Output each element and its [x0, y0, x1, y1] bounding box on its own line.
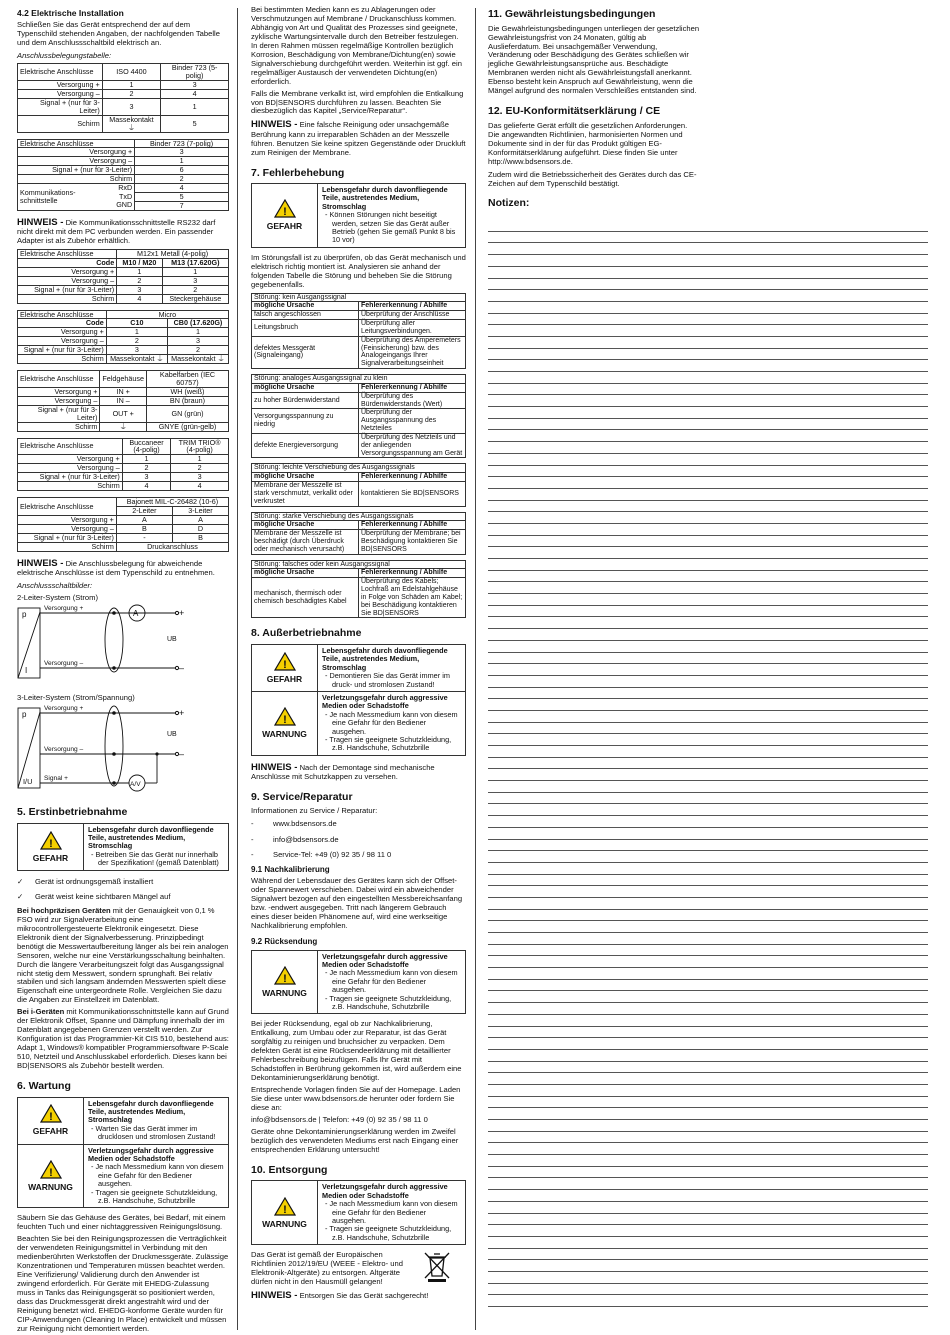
column-3 [488, 6, 928, 1307]
note-line[interactable] [488, 290, 928, 302]
note-line[interactable] [488, 571, 928, 583]
diagram-3-leiter-title: 3-Leiter-System (Strom/Spannung) [17, 692, 135, 702]
table-micro: Elektrische Anschlüsse Micro Code C10 CB0 (17.620G) Versorgung + 1 1 Versorgung – 2 3 Signal + (nur für 3-Leiter) 3 2 Schirm Massekontakt ⏚ Massekontakt ⏚ [17, 310, 229, 365]
heading-6: 6. Wartung [17, 1080, 71, 1092]
note-line[interactable] [488, 372, 928, 384]
note-line[interactable] [488, 1260, 928, 1272]
fault-table [251, 560, 466, 619]
fault-header: mögliche Ursache [252, 383, 359, 392]
fault-table [251, 374, 466, 458]
paragraph: Das gelieferte Gerät erfüllt die gesetzlichen Anforderungen. Die angewandten Richtlinien, harmonisierten Normen und Dokumente sind in der für das Produkt gültigen EG-Konformitätserklärung aufgeführt. Diese finden Sie unter http://www.bdsensors.de. [488, 120, 688, 166]
hint-rs232: HINWEIS - Die Kommunikationsschnittstelle RS232 darf nicht direkt mit dem PC verbunden werden. Ein passender Adapter ist als Zubehör erhältlich. [17, 216, 216, 246]
note-line[interactable] [488, 255, 928, 267]
note-line[interactable] [488, 243, 928, 255]
paragraph: Schließen Sie das Gerät entsprechend der auf dem Typenschild stehenden Angaben, der nachfolgenden Tabelle und dem Anschlussschaltbild elektrisch an. [17, 20, 220, 48]
heading-4-2: 4.2 Elektrische Installation [17, 8, 124, 18]
note-line[interactable] [488, 512, 928, 524]
note-line[interactable] [488, 302, 928, 314]
note-line[interactable] [488, 1202, 928, 1214]
note-line[interactable] [488, 220, 928, 232]
note-line[interactable] [488, 641, 928, 653]
fault-table [251, 463, 466, 506]
heading-10: 10. Entsorgung [251, 1163, 328, 1176]
fault-header: mögliche Ursache [252, 521, 359, 530]
note-line[interactable] [488, 828, 928, 840]
note-line[interactable] [488, 1132, 928, 1144]
svg-text:UB: UB [167, 635, 177, 643]
fault-title: Störung: falsches oder kein Ausgangssignal [252, 560, 466, 569]
paragraph: Bei jeder Rücksendung, egal ob zur Nachkalibrierung, Entkalkung, zum Umbau oder zur Reparatur, ist das Gerät sorgfältig zu reinigen und bruchsicher zu verpacken. Dem defekten Gerät ist eine Rücksendeerklärung mit detaillierter Fehlerbeschreibung beizufügen. Falls Ihr Gerät mit Schadstoffen in Berührung gekommen ist, wird außerdem eine Dekontaminierungserklärung benötigt. [251, 1019, 462, 1083]
note-line[interactable] [488, 1120, 928, 1132]
note-line[interactable] [488, 840, 928, 852]
warning-box-decommission: ! GEFAHR Lebensgefahr durch davonfliegende Teile, austretendes Medium, Stromschlag - Demontieren Sie das Gerät immer im druck- und stromlosen Zustand! ! WARNUNG Verletzungsgefahr durch aggressive Medien oder Schadstoffe - Je nach Messmedium kann von diesem eine Gefahr für den Bediener ausgehen. - Tragen sie geeignete Schutzkleidung, z.B. Handschuhe, Schutzbrille [251, 644, 466, 756]
note-line[interactable] [488, 921, 928, 933]
svg-text:!: ! [48, 1166, 53, 1179]
svg-text:Versorgung –: Versorgung – [44, 746, 84, 754]
note-line[interactable] [488, 1108, 928, 1120]
table-row: defekte Energieversorgung Überprüfung des Netzteils und der anliegenden Versorgungsspannung am Gerät [252, 433, 466, 457]
svg-text:Versorgung +: Versorgung + [44, 604, 84, 612]
notes-lines [488, 220, 928, 1307]
heading-notes: Notizen: [488, 197, 530, 210]
note-line[interactable] [488, 898, 928, 910]
svg-text:A: A [133, 608, 139, 618]
note-line[interactable] [488, 594, 928, 606]
svg-text:Signal +: Signal + [44, 775, 69, 783]
svg-text:–: – [179, 749, 185, 760]
fault-tables [251, 293, 466, 619]
warning-box-maintenance: ! GEFAHR Lebensgefahr durch davonfliegende Teile, austretendes Medium, Stromschlag - Warten Sie das Gerät immer im drucklosen und stromlosen Zustand! ! WARNUNG Verletzungsgefahr durch aggressive Medien oder Schadstoffe - Je nach Messmedium kann von diesem eine Gefahr für den Bediener ausgehen. - Tragen sie geeignete Schutzkleidung, z.B. Handschuhe, Schutzbrille [17, 1097, 229, 1209]
caption: Anschlussschaltbilder: [17, 580, 93, 590]
paragraph: Säubern Sie das Gehäuse des Gerätes, bei Bedarf, mit einem feuchten Tuch und einer nichtaggressiven Reinigungslösung. [17, 1213, 226, 1232]
heading-7: 7. Fehlerbehebung [251, 166, 345, 179]
table-buccaneer: Elektrische Anschlüsse Buccaneer (4-polig) TRIM TRIO® (4-polig) Versorgung + 1 1 Versorgung – 2 2 Signal + (nur für 3-Leiter) 3 3 Schirm 4 4 [17, 438, 229, 492]
paragraph: Entsprechende Vorlagen finden Sie auf der Homepage. Laden Sie diese unter www.bdsensors.de herunter oder fordern Sie diese an: [251, 1085, 461, 1112]
svg-text:Versorgung –: Versorgung – [44, 659, 84, 667]
ground-symbol-icon: ⏚ [119, 421, 127, 431]
note-line[interactable] [488, 617, 928, 629]
note-line[interactable] [488, 349, 928, 361]
note-line[interactable] [488, 477, 928, 489]
heading-9-1: 9.1 Nachkalibrierung [251, 864, 330, 874]
svg-text:p: p [22, 710, 27, 720]
wiring-diagram-3-leiter [17, 704, 229, 794]
paragraph: Bei i-Geräten mit Kommunikationsschnittstelle kann auf Grund der Elektronik Offset, Spanne und Dämpfung innerhalb der im Datenblatt angegebenen Grenzen verstellt werden. Zur Konfiguration ist das Programmier-Kit CIS 510, bestehend aus: Adapt 1, Windows® kompatibler Programmiersoftware P-Scale 510, Netzteil und Anschlusskabel erforderlich. Dieses kann bei BD|SENSORS als Zubehör bestellt werden. [17, 1007, 229, 1071]
heading-5: 5. Erstinbetriebnahme [17, 806, 128, 819]
note-line[interactable] [488, 769, 928, 781]
table-row: defektes Messgerät (Signaleingang) Überprüfung des Amperemeters (Feinsicherung) bzw. des Analogeingangs Ihrer Signalverarbeitungseinheit [252, 336, 466, 368]
svg-text:Versorgung +: Versorgung + [44, 705, 84, 713]
note-line[interactable] [488, 1249, 928, 1261]
table-row: zu hoher Bürdenwiderstand Überprüfung des Bürdenwiderstands (Wert) [252, 392, 466, 409]
note-line[interactable] [488, 1178, 928, 1190]
note-line[interactable] [488, 232, 928, 244]
note-line[interactable] [488, 781, 928, 793]
svg-text:+: + [179, 708, 185, 719]
warning-triangle-icon [40, 831, 62, 850]
svg-text:!: ! [48, 837, 53, 850]
service-link-email[interactable]: info@bdsensors.de [273, 834, 339, 844]
note-line[interactable] [488, 1237, 928, 1249]
note-line[interactable] [488, 419, 928, 431]
note-line[interactable] [488, 1225, 928, 1237]
note-line[interactable] [488, 1143, 928, 1155]
note-line[interactable] [488, 314, 928, 326]
checkmark-icon: ✓ [17, 891, 24, 901]
warning-triangle-icon [274, 1197, 296, 1216]
note-line[interactable] [488, 501, 928, 513]
note-line[interactable] [488, 1085, 928, 1097]
paragraph: Bei bestimmten Medien kann es zu Ablagerungen oder Verschmutzungen auf Membrane / Druckanschluss kommen. Abhängig von Art und Qualität des Prozesses sind geeignete, zyklische Wartungsintervalle durch den Betreiber festzulegen. In deren Rahmen müssen regelmäßige Kontrollen bezüglich Korrosion, Beschädigung von Membrane/Dichtung(en) sowie Signalverschiebung durchgeführt werden. Weiterhin ist ggf. ein regelmäßiger Austausch der verwendeten Dichtung(en) erforderlich. [251, 5, 462, 86]
svg-text:UB: UB [167, 731, 177, 739]
paragraph: Geräte ohne Dekontaminierungserklärung werden im Zweifel bezüglich des verwendeten Mediums erst nach Eingang einer entsprechenden Erklärung untersucht! [251, 1126, 459, 1154]
note-line[interactable] [488, 559, 928, 571]
fault-header: Fehlererkennung / Abhilfe [359, 569, 466, 578]
note-line[interactable] [488, 956, 928, 968]
checklist: ✓ Gerät ist ordnungsgemäß installiert ✓ Gerät weist keine sichtbaren Mängel auf [17, 876, 171, 901]
note-line[interactable] [488, 1062, 928, 1074]
hint-caps: HINWEIS - Nach der Demontage sind mechanische Anschlüsse mit Schutzkappen zu versehen. [251, 761, 435, 781]
table-row: Leitungsbruch Überprüfung aller Leitungsverbindungen. [252, 320, 466, 337]
fault-header: Fehlererkennung / Abhilfe [359, 302, 466, 311]
note-line[interactable] [488, 664, 928, 676]
svg-text:A/V: A/V [130, 781, 141, 789]
service-link-web[interactable]: www.bdsensors.de [273, 819, 337, 829]
fault-table [251, 512, 466, 555]
heading-9: 9. Service/Reparatur [251, 790, 353, 803]
note-line[interactable] [488, 407, 928, 419]
paragraph: Im Störungsfall ist zu überprüfen, ob das Gerät mechanisch und elektrisch richtig montiert ist. Analysieren sie anhand der folgenden Tabelle die Störung und beheben Sie die Störung gegebenenfalls. [251, 252, 466, 289]
heading-9-2: 9.2 Rücksendung [251, 937, 318, 947]
note-line[interactable] [488, 1190, 928, 1202]
svg-text:!: ! [282, 972, 287, 985]
fault-header: Fehlererkennung / Abhilfe [359, 521, 466, 530]
column-divider [475, 8, 476, 1330]
heading-11: 11. Gewährleistungsbedingungen [488, 8, 656, 20]
note-line[interactable] [488, 910, 928, 922]
note-line[interactable] [488, 688, 928, 700]
note-line[interactable] [488, 851, 928, 863]
table-m12: Elektrische Anschlüsse M12x1 Metall (4-polig) Code M10 / M20 M13 (17.620G) Versorgung + 1 1 Versorgung – 2 3 Signal + (nur für 3-Leiter) 3 2 Schirm 4 Steckergehäuse [17, 249, 229, 304]
note-line[interactable] [488, 536, 928, 548]
note-line[interactable] [488, 1272, 928, 1284]
fault-title: Störung: kein Ausgangssignal [252, 293, 466, 302]
diagram-2-leiter-title: 2-Leiter-System (Strom) [17, 592, 99, 602]
fault-title: Störung: analoges Ausgangssignal zu klein [252, 375, 466, 384]
note-line[interactable] [488, 793, 928, 805]
table-binder723-7: Elektrische Anschlüsse Binder 723 (7-polig) Versorgung + 3 Versorgung – 1 Signal + (nur für 3-Leiter) 6 Schirm 2 Kommunikations- schnittstelle RxD TxD GND 4 5 7 [17, 139, 229, 211]
table-row: Membrane der Messzelle ist stark verschmutzt, verkalkt oder verkrustet kontaktieren Sie BD|SENSORS [252, 482, 466, 506]
note-line[interactable] [488, 875, 928, 887]
heading-12: 12. EU-Konformitätserklärung / CE [488, 105, 661, 118]
note-line[interactable] [488, 430, 928, 442]
note-line[interactable] [488, 711, 928, 723]
paragraph: Bei hochpräzisen Geräten mit der Genauigkeit von 0,1 % FSO wird zur Signalverarbeitung eine mikrocontrollergesteuerte Elektronik eingesetzt. Diese Elektronik dient der Signalverbesserung. Prinzipbedingt benötigt die Messwertaufbereitung länger als bei rein analogen Sensoren, welche nur eine Verstärkungsschaltung beinhalten. Durch die längere Verarbeitungszeit folgt das Ausgangssignal nicht stetig dem Messwert, sondern sprunghaft. Bei relativ stabilen und sich langsam ändernden Messwerten spielt diese Eigenschaft eine untergeordnete Rolle. Vergleichen Sie dazu die Angaben zur Einstellzeit im Datenblatt. [17, 905, 229, 1005]
svg-text:!: ! [282, 714, 287, 727]
fault-table [251, 293, 466, 369]
paragraph: info@bdsensors.de | Telefon: +49 (0) 92 35 / 98 11 0 [251, 1114, 428, 1124]
weee-block [251, 1251, 466, 1290]
warning-triangle-icon [40, 1160, 62, 1179]
note-line[interactable] [488, 980, 928, 992]
column-2 [251, 6, 466, 1304]
column-divider [237, 8, 238, 1330]
note-line[interactable] [488, 1073, 928, 1085]
note-line[interactable] [488, 816, 928, 828]
warning-box: ! WARNUNG Verletzungsgefahr durch aggressive Medien oder Schadstoffe - Je nach Messmedium kann von diesem eine Gefahr für den Bediener ausgehen. - Tragen sie geeignete Schutzkleidung, z.B. Handschuhe, Schutzbrille [251, 950, 466, 1015]
svg-text:!: ! [282, 206, 287, 219]
table-bajonett: Elektrische Anschlüsse Bajonett MIL-C-26482 (10-6) 2-Leiter 3-Leiter Versorgung + A A Versorgung – B D Signal + (nur für 3-Leiter) - B Schirm Druckanschluss [17, 497, 229, 552]
service-contacts: - www.bdsensors.de - info@bdsensors.de - Service-Tel: +49 (0) 92 35 / 98 11 0 [251, 819, 392, 859]
note-line[interactable] [488, 337, 928, 349]
note-line[interactable] [488, 1214, 928, 1226]
note-line[interactable] [488, 1027, 928, 1039]
wiring-diagram-2-leiter [17, 604, 229, 684]
note-line[interactable] [488, 886, 928, 898]
ground-symbol-icon: ⏚ [127, 122, 136, 132]
note-line[interactable] [488, 454, 928, 466]
note-line[interactable] [488, 524, 928, 536]
svg-text:I: I [25, 665, 28, 675]
note-line[interactable] [488, 582, 928, 594]
paragraph: Das Gerät ist gemäß der Europäischen Richtlinien 2012/19/EU (WEEE - Elektro- und Elektronik-Altgeräte) zu entsorgen. Altgeräte dürfen nicht in den Hausmüll gelangen! [251, 1250, 403, 1286]
table-feldgehaeuse: Elektrische Anschlüsse Feldgehäuse Kabelfarben (IEC 60757) Versorgung + IN + WH (weiß) Versorgung – IN – BN (braun) Signal + (nur für 3-Leiter) OUT + GN (grün) Schirm ⏚ GNYE (grün-gelb) [17, 370, 229, 431]
table-row: mechanisch, thermisch oder chemisch beschädigtes Kabel Überprüfung des Kabels; Lochfraß am Edelstahlgehäuse in Folge von Schäden am Kabel; bei Beschädigung kontaktieren Sie BD|SENSORS [252, 578, 466, 618]
note-line[interactable] [488, 1050, 928, 1062]
note-line[interactable] [488, 1155, 928, 1167]
warning-triangle-icon [274, 652, 296, 671]
note-line[interactable] [488, 676, 928, 688]
warning-triangle-icon [274, 707, 296, 726]
fault-header: Fehlererkennung / Abhilfe [359, 473, 466, 482]
note-line[interactable] [488, 384, 928, 396]
svg-text:I/U: I/U [23, 777, 33, 787]
note-line[interactable] [488, 489, 928, 501]
warning-triangle-icon [274, 966, 296, 985]
svg-text:!: ! [282, 658, 287, 671]
note-line[interactable] [488, 991, 928, 1003]
note-line[interactable] [488, 1097, 928, 1109]
hint-cleaning: HINWEIS - Eine falsche Reinigung oder unsachgemäße Berührung kann zu irreparablen Schäden an der Messzelle führen. Benutzen Sie keine spitzen Gegenstände oder Druckluft zum Reinigen der Membrane. [251, 119, 466, 157]
table-row: Versorgungsspannung zu niedrig Überprüfung der Ausgangsspannung des Netzteiles [252, 409, 466, 433]
note-line[interactable] [488, 547, 928, 559]
paragraph: Falls die Membrane verkalkt ist, wird empfohlen die Entkalkung von BD|SENSORS durchführen zu lassen. Beachten Sie diesbezüglich das Kapitel „Service/Reparatur“. [251, 88, 464, 116]
note-line[interactable] [488, 746, 928, 758]
ground-symbol-icon: ⏚ [156, 354, 164, 364]
note-line[interactable] [488, 395, 928, 407]
note-line[interactable] [488, 758, 928, 770]
danger-box: ! GEFAHR Lebensgefahr durch davonfliegende Teile, austretendes Medium, Stromschlag - Betreiben Sie das Gerät nur innerhalb der Spezifikation! (gemäß Datenblatt) [17, 823, 229, 871]
column-1 [17, 6, 229, 1335]
note-line[interactable] [488, 653, 928, 665]
note-line[interactable] [488, 1284, 928, 1296]
service-phone: Service-Tel: +49 (0) 92 35 / 98 11 0 [273, 849, 392, 859]
fault-header: mögliche Ursache [252, 569, 359, 578]
hint-connection: HINWEIS - Die Anschlussbelegung für abweichende elektrische Anschlüsse ist dem Typenschild zu entnehmen. [17, 557, 215, 577]
table-row: Membrane der Messzelle ist beschädigt (durch Überdruck oder mechanisch verursacht) Überprüfung der Membrane; bei Beschädigung kontaktieren Sie BD|SENSORS [252, 530, 466, 554]
fault-header: mögliche Ursache [252, 473, 359, 482]
warning-triangle-icon [274, 199, 296, 218]
svg-text:!: ! [48, 1111, 53, 1124]
checkmark-icon: ✓ [17, 876, 24, 886]
paragraph: Die Gewährleistungsbedingungen unterliegen der gesetzlichen Gewährleistungsfrist von 24 Monaten, gültig ab Auslieferdatum. Bei unsachgemäßer Verwendung, Veränderung oder Beschädigung des Gerätes schließen wir jegliche Gewährleistungsansprüche aus. Beschädigte Membranen werden nicht als Gewährleistungsfall anerkannt. Ebenso besteht kein Anspruch auf Gewährleistung, wenn die Mängel aufgrund des normalen Verschleißes entstanden sind. [488, 23, 700, 96]
danger-box: ! GEFAHR Lebensgefahr durch davonfliegende Teile, austretendes Medium, Stromschlag - Können Störungen nicht beseitigt werden, setzen Sie das Gerät außer Betrieb (gehen Sie gemäß Punkt 8 bis 10 vor) [251, 183, 466, 248]
svg-text:+: + [179, 607, 185, 618]
note-line[interactable] [488, 734, 928, 746]
note-line[interactable] [488, 863, 928, 875]
note-line[interactable] [488, 267, 928, 279]
paragraph: Zudem wird die Betriebssicherheit des Gerätes durch das CE-Zeichen auf dem Typenschild bestätigt. [488, 169, 697, 188]
svg-text:–: – [179, 662, 185, 673]
paragraph: Informationen zu Service / Reparatur: [251, 806, 378, 816]
note-line[interactable] [488, 1167, 928, 1179]
note-line[interactable] [488, 606, 928, 618]
note-line[interactable] [488, 968, 928, 980]
note-line[interactable] [488, 442, 928, 454]
fault-title: Störung: starke Verschiebung des Ausgangssignals [252, 512, 466, 521]
note-line[interactable] [488, 804, 928, 816]
fault-header: Fehlererkennung / Abhilfe [359, 383, 466, 392]
fault-title: Störung: leichte Verschiebung des Ausgangssignals [252, 464, 466, 473]
note-line[interactable] [488, 1015, 928, 1027]
note-line[interactable] [488, 933, 928, 945]
note-line[interactable] [488, 466, 928, 478]
caption: Anschlussbelegungstabelle: [17, 51, 112, 61]
heading-8: 8. Außerbetriebnahme [251, 627, 362, 640]
note-line[interactable] [488, 629, 928, 641]
note-line[interactable] [488, 723, 928, 735]
note-line[interactable] [488, 1038, 928, 1050]
svg-text:!: ! [282, 1203, 287, 1216]
note-line[interactable] [488, 325, 928, 337]
note-line[interactable] [488, 1003, 928, 1015]
weee-bin-icon [422, 1251, 452, 1283]
note-line[interactable] [488, 279, 928, 291]
note-line[interactable] [488, 1295, 928, 1307]
table-iso4400: Elektrische Anschlüsse ISO 4400 Binder 723 (5-polig) Versorgung + 1 3 Versorgung – 2 4 Signal + (nur für 3-Leiter) 3 1 Schirm Massekontakt ⏚ 5 [17, 63, 229, 132]
paragraph: Während der Lebensdauer des Gerätes kann sich der Offset- oder Spannewert verschieben. Dabei wird ein abweichender Signalwert bezogen auf den eingestellten Messbereichsanfang bzw. -endwert ausgegeben. Tritt nach längerem Gebrauch eines dieser beiden Phänomene auf, wird eine werkseitige Nachkalibrierung empfohlen. [251, 876, 463, 931]
fault-header: mögliche Ursache [252, 302, 359, 311]
paragraph: Beachten Sie bei den Reinigungsprozessen die Verträglichkeit der verwendeten Reinigungsmittel in Verbindung mit den medienberührten Werkstoffen der Druckmessgeräte. Zulässige Konzentrationen und Temperaturen müssen beachtet werden. Eine Verifizierung/ Validierung durch den Anwender ist zwingend erforderlich. Für Geräte mit EHEDG-Zulassung muss in Tanks das Reinigungsgerät so positioniert werden, dass das Druckmessgerät direkt angestrahlt wird und der Reinigung benetzt wird. EHEDG-konforme Geräte wurden für CIP-Anwendungen (Cleaning In Place) entwickelt und müssen zur Reinigung nicht demontiert werden. [17, 1234, 229, 1333]
note-line[interactable] [488, 699, 928, 711]
hint-disposal: HINWEIS - Entsorgen Sie das Gerät sachgerecht! [251, 1289, 429, 1301]
table-row: falsch angeschlossen Überprüfung der Anschlüsse [252, 311, 466, 320]
svg-text:p: p [22, 609, 27, 619]
warning-triangle-icon [40, 1104, 62, 1123]
ground-symbol-icon: ⏚ [217, 354, 225, 364]
note-line[interactable] [488, 360, 928, 372]
note-line[interactable] [488, 945, 928, 957]
warning-box: ! WARNUNG Verletzungsgefahr durch aggressive Medien oder Schadstoffe - Je nach Messmedium kann von diesem eine Gefahr für den Bediener ausgehen. - Tragen sie geeignete Schutzkleidung, z.B. Handschuhe, Schutzbrille [251, 1180, 466, 1245]
